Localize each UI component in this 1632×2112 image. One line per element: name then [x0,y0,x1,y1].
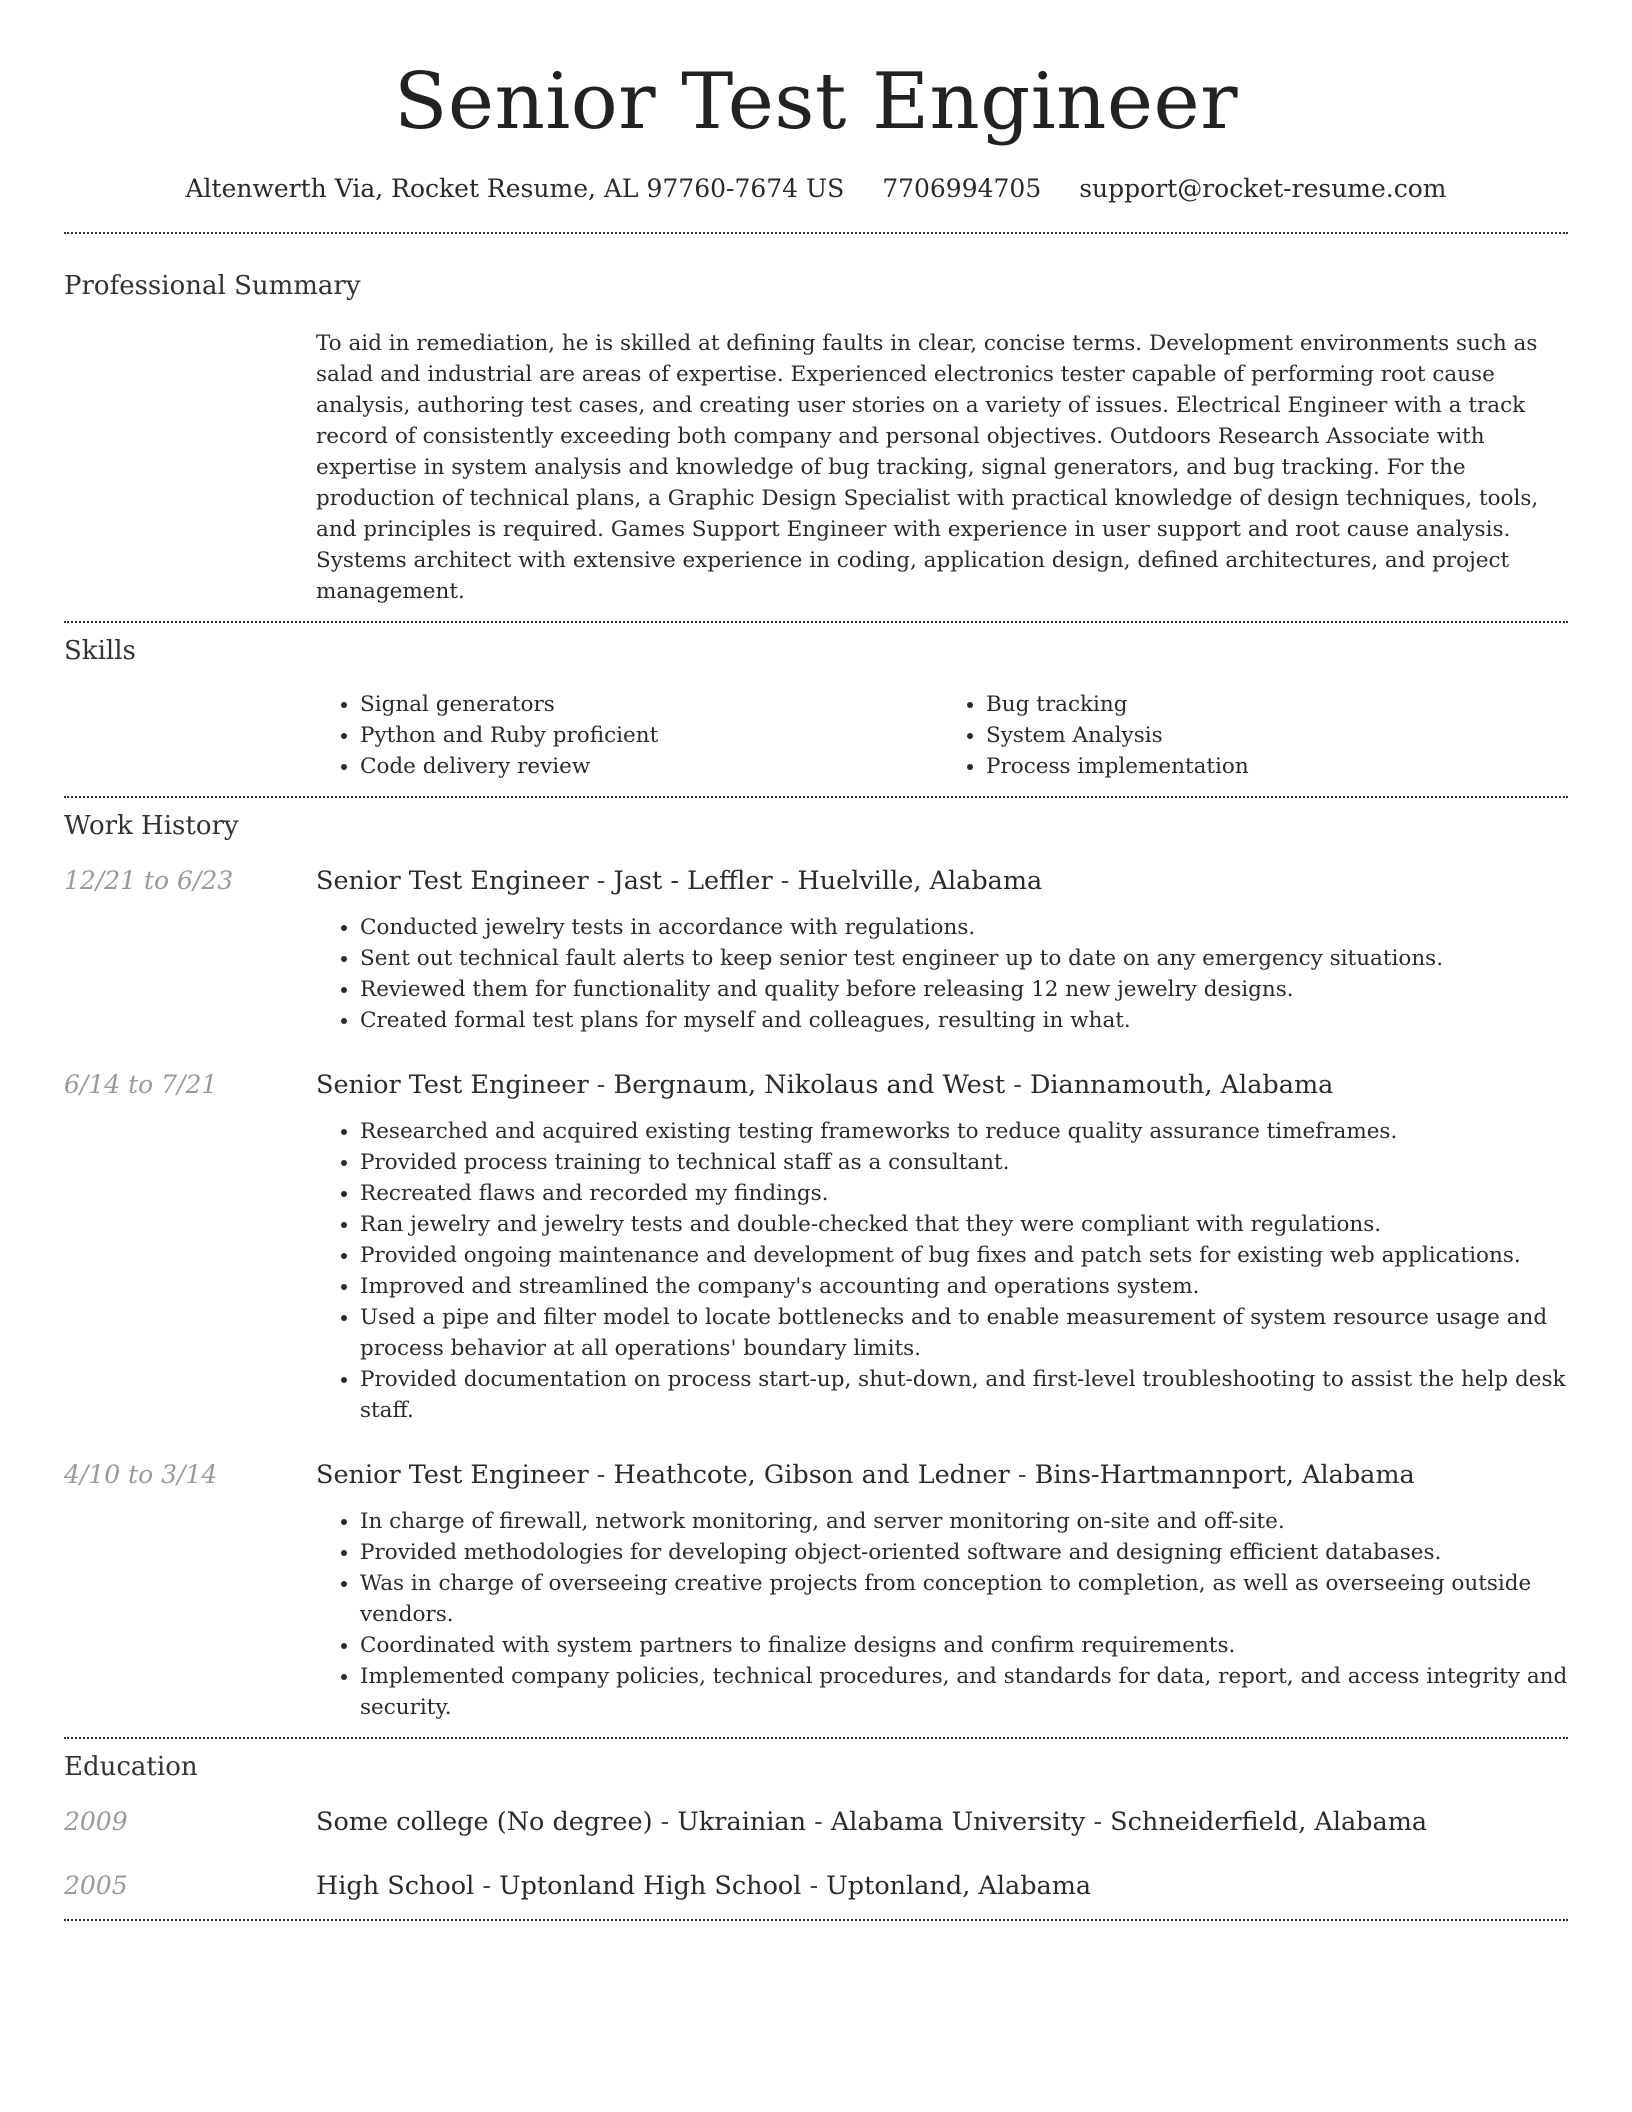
divider [64,232,1568,234]
education-location: Uptonland, Alabama [826,1871,1092,1901]
education-year: 2009 [64,1807,128,1836]
job-bullet: • Ran jewelry and jewelry tests and double-checked that they were compliant with regulations. [360,1209,1568,1240]
section-title-education: Education [64,1752,198,1782]
skill-item: • Process implementation [986,751,1568,782]
job-header [64,1460,1568,1490]
job-bullet: • In charge of firewall, network monitoring, and server monitoring on-site and off-site. [360,1506,1568,1537]
contact-phone: 7706994705 [882,174,1042,203]
job-location: Diannamouth, Alabama [1029,1070,1334,1100]
section-title-skills: Skills [64,636,136,666]
job-dates: 6/14 to 7/21 [64,1070,218,1099]
divider [64,1737,1568,1739]
job-location: Bins-Hartmannport, Alabama [1034,1460,1415,1490]
job-title: Senior Test Engineer [316,1460,589,1490]
education-entry [64,1807,1568,1837]
job-bullet: • Coordinated with system partners to finalize designs and confirm requirements. [360,1630,1568,1661]
education-section [64,1751,1568,1901]
skill-item: • System Analysis [986,720,1568,751]
job-bullet: • Researched and acquired existing testing frameworks to reduce quality assurance timeframes. [360,1116,1568,1147]
job-bullet: • Sent out technical fault alerts to keep senior test engineer up to date on any emergency situations. [360,943,1568,974]
job-title: Senior Test Engineer [316,866,589,896]
job-heading: Senior Test Engineer - Bergnaum, Nikolaus and West - Diannamouth, Alabama [316,1070,1334,1100]
job-bullet: • Created formal test plans for myself and colleagues, resulting in what. [360,1005,1568,1036]
job-bullet: • Implemented company policies, technical procedures, and standards for data, report, and access integrity and security. [360,1661,1568,1723]
job-bullet: • Improved and streamlined the company's accounting and operations system. [360,1271,1568,1302]
education-field: Ukrainian [677,1807,807,1837]
contact-line [64,172,1568,206]
resume-name: Senior Test Engineer [393,57,1238,147]
job-bullet: • Used a pipe and filter model to locate bottlenecks and to enable measurement of system resource usage and process behavior at all operations' boundary limits. [360,1302,1568,1364]
education-heading: High School - Uptonland High School - Uptonland, Alabama [316,1871,1092,1901]
job-entry [64,1460,1568,1723]
skill-item: • Bug tracking [986,689,1568,720]
education-degree: Some college (No degree) [316,1807,653,1837]
job-bullet: • Conducted jewelry tests in accordance with regulations. [360,912,1568,943]
job-company: Jast - Leffler [613,866,773,896]
contact-email: support@rocket-resume.com [1079,174,1447,203]
education-location: Schneiderfield, Alabama [1110,1807,1428,1837]
education-degree: High School [316,1871,475,1901]
job-company: Bergnaum, Nikolaus and West [613,1070,1006,1100]
job-heading: Senior Test Engineer - Heathcote, Gibson and Ledner - Bins-Hartmannport, Alabama [316,1460,1415,1490]
job-bullet: • Provided documentation on process start-up, shut-down, and first-level troubleshooting to assist the help desk staff. [360,1364,1568,1426]
education-school: Alabama University [830,1807,1086,1837]
job-entry [64,1070,1568,1426]
job-company: Heathcote, Gibson and Ledner [613,1460,1010,1490]
job-bullets [316,1116,1568,1426]
summary-section [64,270,1568,607]
job-bullet: • Provided ongoing maintenance and development of bug fixes and patch sets for existing web applications. [360,1240,1568,1271]
education-entry [64,1871,1568,1901]
education-heading: Some college (No degree) - Ukrainian - Alabama University - Schneiderfield, Alabama [316,1807,1428,1837]
work-section [64,810,1568,1723]
section-title-work: Work History [64,811,239,841]
divider [64,1919,1568,1921]
job-dates: 12/21 to 6/23 [64,866,234,895]
job-title: Senior Test Engineer [316,1070,589,1100]
skill-item: • Signal generators [360,689,942,720]
job-bullets [316,1506,1568,1723]
skills-list-right [942,689,1568,782]
job-bullet: • Provided process training to technical staff as a consultant. [360,1147,1568,1178]
job-entry [64,866,1568,1036]
skills-list-left [316,689,942,782]
job-header [64,1070,1568,1100]
job-dates: 4/10 to 3/14 [64,1460,218,1489]
job-bullet: • Recreated flaws and recorded my findings. [360,1178,1568,1209]
section-title-summary: Professional Summary [64,271,361,301]
job-bullet: • Was in charge of overseeing creative projects from conception to completion, as well as overseeing outside vendors. [360,1568,1568,1630]
skills-section [64,635,1568,782]
education-school: Uptonland High School [499,1871,802,1901]
job-bullets [316,912,1568,1036]
job-heading: Senior Test Engineer - Jast - Leffler - Huelville, Alabama [316,866,1043,896]
skills-grid [316,689,1568,782]
summary-text: To aid in remediation, he is skilled at defining faults in clear, concise terms. Development environments such as salad and industrial are areas of expertise. Experienced electronics tester capable of performing root cause analysis, authoring test cases, and creating user stories on a variety of issues. Electrical Engineer with a track record of consistently exceeding both company and personal objectives. Outdoors Research Associate with expertise in system analysis and knowledge of bug tracking, signal generators, and bug tracking. For the production of technical plans, a Graphic Design Specialist with practical knowledge of design techniques, tools, and principles is required. Games Support Engineer with experience in user support and root cause analysis. Systems architect with extensive experience in coding, application design, defined architectures, and project management. [316,331,1539,604]
education-year: 2005 [64,1871,128,1900]
divider [64,621,1568,623]
job-bullet: • Reviewed them for functionality and quality before releasing 12 new jewelry designs. [360,974,1568,1005]
job-header [64,866,1568,896]
job-bullet: • Provided methodologies for developing object-oriented software and designing efficient databases. [360,1537,1568,1568]
skill-item: • Code delivery review [360,751,942,782]
contact-address: Altenwerth Via, Rocket Resume, AL 97760-7674 US [185,174,845,203]
skill-item: • Python and Ruby proficient [360,720,942,751]
divider [64,796,1568,798]
job-location: Huelville, Alabama [797,866,1043,896]
